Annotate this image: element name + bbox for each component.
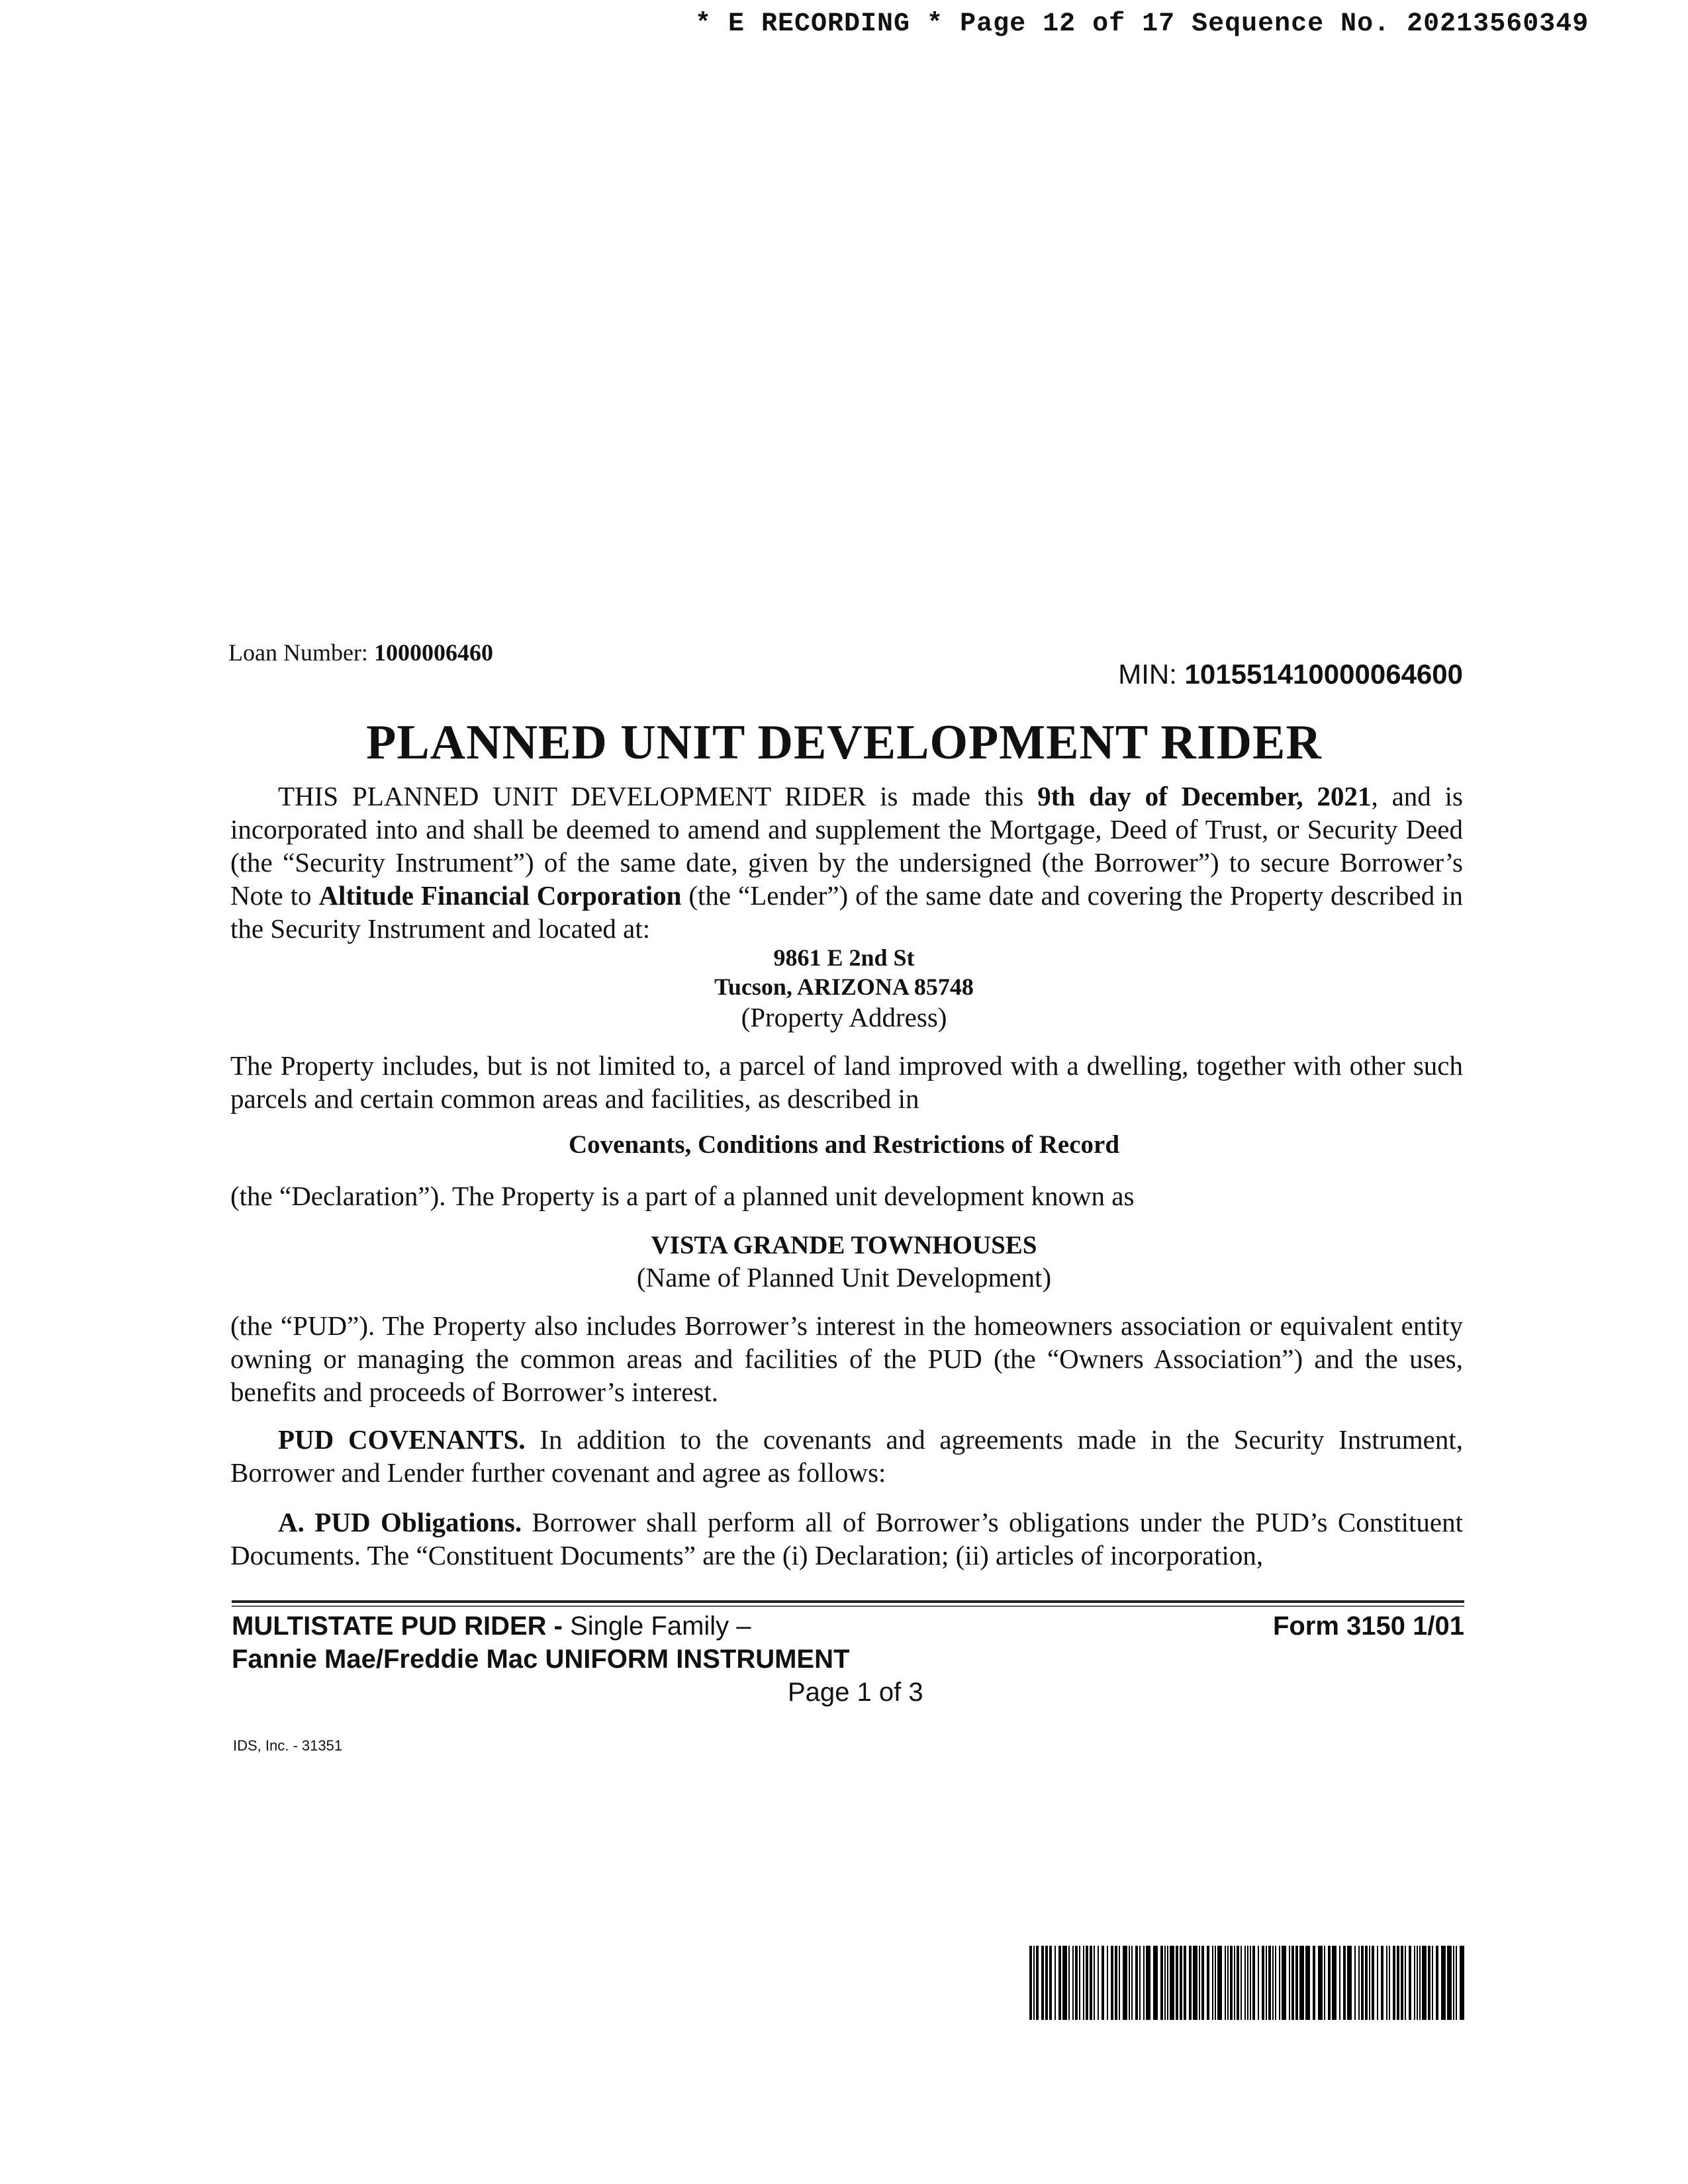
pud-name: VISTA GRANDE TOWNHOUSES [651, 1231, 1037, 1259]
declaration-title: Covenants, Conditions and Restrictions of Record [568, 1130, 1120, 1159]
loan-number-value: 1000006460 [373, 639, 493, 666]
pud-obligations-text: Borrower shall perform all of Borrower’s obligations under the PUD’s Constituent Documents. The “Constituent Documents” are the (i) Declaration; (ii) articles of incorporation, [230, 1507, 1463, 1570]
footer-form-number: Form 3150 1/01 [1272, 1612, 1464, 1641]
footer-form-title [232, 1612, 751, 1641]
footer-divider-thin [232, 1606, 1464, 1607]
property-address-caption: (Property Address) [741, 1002, 947, 1032]
footer-instrument: Fannie Mae/Freddie Mac UNIFORM INSTRUMENT [232, 1645, 850, 1674]
pud-paragraph: (the “PUD”). The Property also includes Borrower’s interest in the homeowners association or equivalent entity owning or managing the common areas and facilities of the PUD (the “Owners Association”) and the uses, benefits and proceeds of Borrower’s interest. [230, 1310, 1463, 1407]
property-address-line1: 9861 E 2nd St [773, 944, 915, 971]
intro-text-2: , and is incorporated into and shall be deemed to amend and supplement the Mortgage, Deed of Trust, or Security Deed (the “Security Instrument”) of the same date, given by the undersigned (the Borrower”) to secure Borrower’s Note to [230, 781, 1464, 911]
pud-obligations-paragraph [230, 1506, 1463, 1572]
barcode-icon [1029, 1946, 1466, 2020]
pud-name-caption: (Name of Planned Unit Development) [636, 1262, 1052, 1293]
footer-divider [232, 1600, 1464, 1603]
footer-page-number: Page 1 of 3 [788, 1678, 923, 1707]
pud-covenants-heading: PUD COVENANTS. [278, 1424, 526, 1455]
loan-number [228, 639, 493, 666]
recording-header: * E RECORDING * Page 12 of 17 Sequence No. 20213560349 [695, 9, 1589, 39]
footer-ids: IDS, Inc. - 31351 [233, 1737, 343, 1754]
pud-obligations-heading: A. PUD Obligations. [278, 1507, 522, 1537]
rider-date: 9th day of December, 2021 [1037, 781, 1372, 811]
declaration-paragraph: (the “Declaration”). The Property is a part of a planned unit development known as [230, 1181, 1135, 1211]
intro-paragraph [230, 780, 1463, 945]
footer-form-bold: MULTISTATE PUD RIDER - [232, 1612, 563, 1641]
property-address-block [0, 943, 1688, 1033]
pud-name-block [0, 1230, 1688, 1293]
intro-text-3: (the “Lender”) of the same date and covering the Property described in the Security Instrument and located at: [230, 880, 1464, 944]
property-address-line2: Tucson, ARIZONA 85748 [714, 974, 974, 1000]
min-number [1118, 659, 1463, 690]
property-includes-paragraph: The Property includes, but is not limited to, a parcel of land improved with a dwelling, together with other such parcels and certain common areas and facilities, as described in [230, 1050, 1463, 1114]
loan-number-label: Loan Number: [228, 639, 368, 666]
min-value: 101551410000064600 [1184, 659, 1463, 690]
footer-form-rest: Single Family – [570, 1612, 751, 1641]
intro-text-1: THIS PLANNED UNIT DEVELOPMENT RIDER is made this [278, 781, 1024, 811]
min-label: MIN: [1118, 659, 1177, 690]
document-title: PLANNED UNIT DEVELOPMENT RIDER [366, 715, 1322, 770]
pud-covenants-text: In addition to the covenants and agreements made in the Security Instrument, Borrower and Lender further covenant and agree as follows: [230, 1424, 1463, 1488]
lender-name: Altitude Financial Corporation [318, 880, 682, 911]
pud-covenants-paragraph [230, 1423, 1463, 1489]
